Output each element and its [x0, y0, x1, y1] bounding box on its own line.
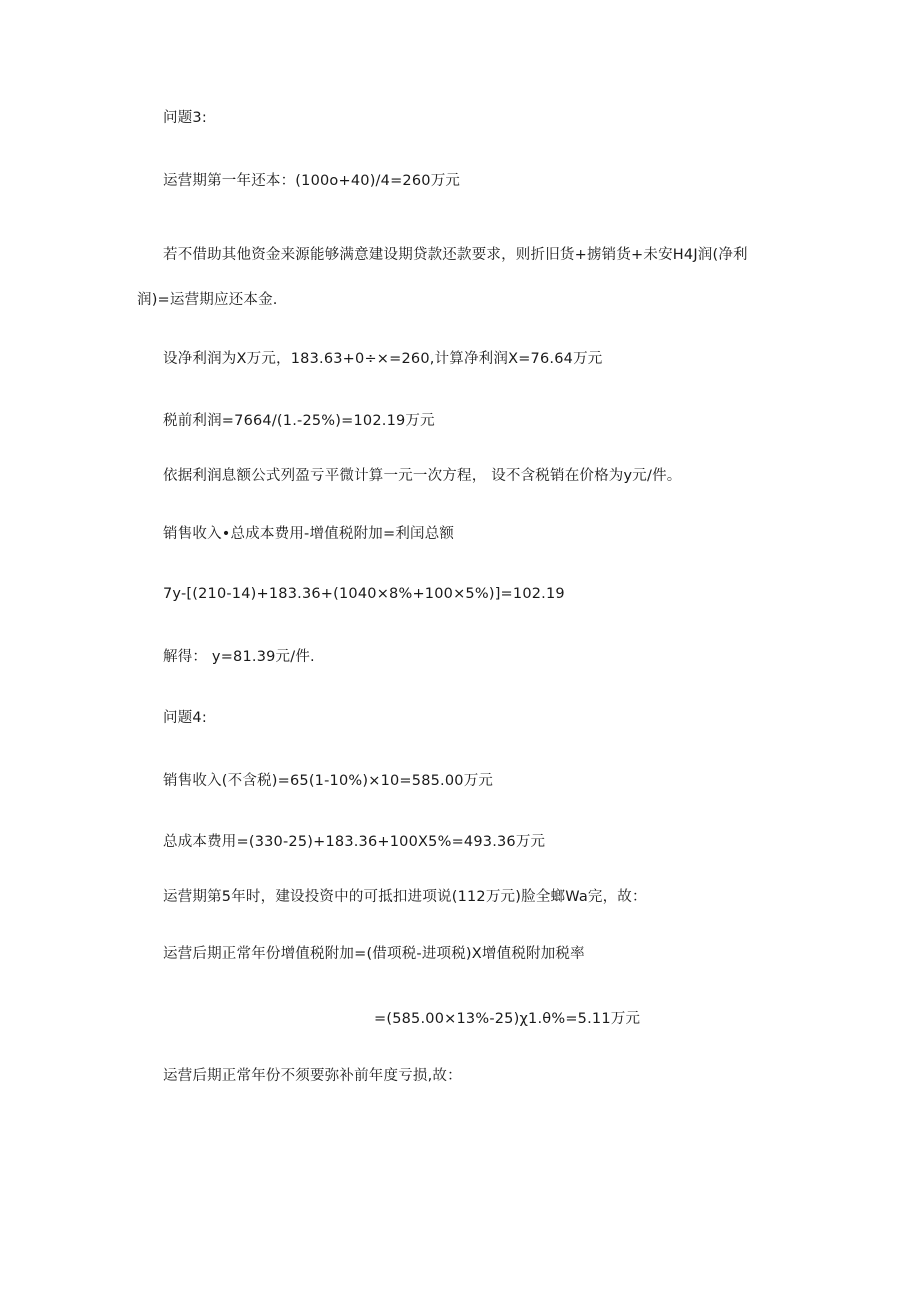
text-line-vat-surcharge: 运营后期正常年份增值税附加=(借项税-进项税)X增值税附加税率	[163, 946, 585, 962]
text-line-equation: 7y-[(210-14)+183.36+(1040×8%+100×5%)]=102.19	[163, 586, 565, 602]
text-line-repayment-condition-cont: 润)=运营期应还本金.	[137, 292, 278, 308]
text-line-sales-revenue: 销售收入(不含税)=65(1-10%)×10=585.00万元	[163, 773, 494, 789]
text-line-equation-intro: 依据利润息额公式列盈亏平微计算一元一次方程， 设不含税销在价格为y元/件。	[163, 468, 682, 484]
text-line-vat-surcharge-value: =(585.00×13%-25)χ1.θ%=5.11万元	[374, 1011, 641, 1027]
text-line-repayment-condition: 若不借助其他资金来源能够满意建设期贷款还款要求，则折旧货+掳销货+未安H4J润(净利	[163, 247, 748, 263]
text-line-total-cost: 总成本费用=(330-25)+183.36+100X5%=493.36万元	[163, 834, 546, 850]
text-line-solution: 解得： y=81.39元/件.	[163, 649, 315, 665]
text-line-no-loss-carryover: 运营后期正常年份不须要弥补前年度亏损,故：	[163, 1068, 462, 1084]
text-line-first-year-repayment: 运营期第一年还本：(100o+40)/4=260万元	[163, 173, 461, 189]
heading-question-3: 问题3:	[163, 110, 207, 126]
text-line-profit-formula: 销售收入•总成本费用-增值税附加=利闰总额	[163, 526, 455, 542]
text-line-net-profit: 设净利润为X万元，183.63+0÷×=260,计算净利润X=76.64万元	[163, 351, 603, 367]
heading-question-4: 问题4:	[163, 710, 207, 726]
text-line-pretax-profit: 税前利润=7664∕(1.-25%)=102.19万元	[163, 413, 435, 429]
text-line-fifth-year-input-tax: 运营期第5年时，建设投资中的可抵扣进项说(112万元)脸全螂Wa完，故：	[163, 889, 647, 905]
